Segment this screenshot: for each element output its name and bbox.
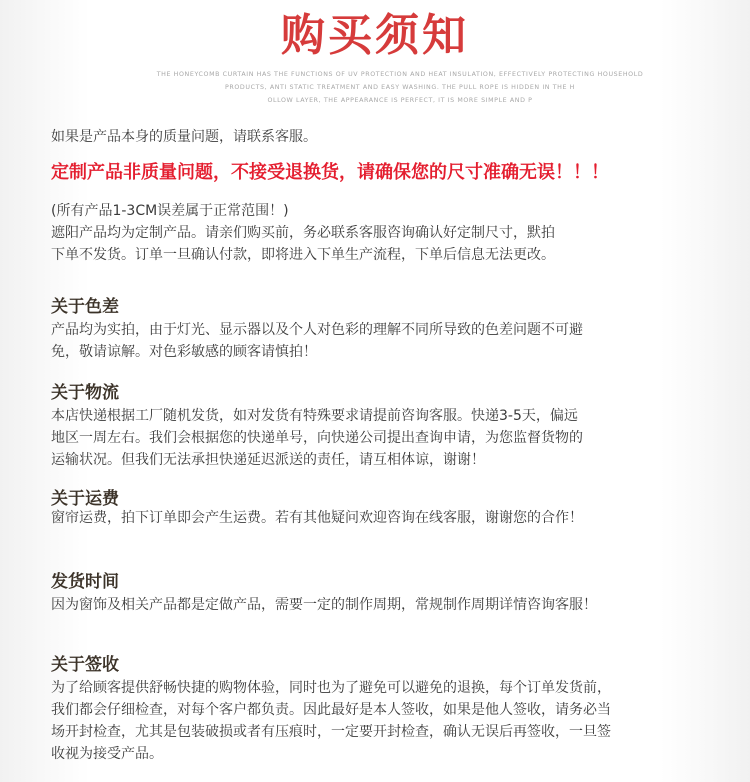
no-return-warning: 定制产品非质量问题，不接受退换货，请确保您的尺寸准确无误！！！ (51, 162, 609, 183)
background-fade-right (660, 0, 750, 782)
section-text: 我们都会仔细检查，对每个客户都负责。因此最好是本人签收，如果是他人签收，请务必当 (51, 702, 611, 718)
section-heading-receipt: 关于签收 (51, 655, 119, 675)
section-heading-shipping-fee: 关于运费 (51, 489, 119, 509)
tolerance-note: (所有产品1-3CM误差属于正常范围！) (51, 203, 289, 219)
custom-product-text: 下单不发货。订单一旦确认付款，即将进入下单生产流程，下单后信息无法更改。 (51, 247, 555, 263)
section-text: 因为窗饰及相关产品都是定做产品，需要一定的制作周期，常规制作周期详情咨询客服！ (51, 597, 597, 613)
section-text: 窗帘运费，拍下订单即会产生运费。若有其他疑问欢迎咨询在线客服，谢谢您的合作！ (51, 510, 583, 526)
section-text: 产品均为实拍，由于灯光、显示器以及个人对色彩的理解不同所导致的色差问题不可避 (51, 322, 583, 338)
custom-product-text: 遮阳产品均为定制产品。请亲们购买前，务必联系客服咨询确认好定制尺寸，默拍 (51, 225, 555, 241)
subtitle-line: OLLOW LAYER, THE APPEARANCE IS PERFECT, IT IS MORE SIMPLE AND P (267, 97, 533, 104)
quality-contact-text: 如果是产品本身的质量问题，请联系客服。 (51, 129, 317, 145)
section-text: 场开封检查，尤其是包装破损或者有压痕时，一定要开封检查，确认无误后再签收，一旦签 (51, 724, 611, 740)
section-text: 运输状况。但我们无法承担快递延迟派送的责任，请互相体谅，谢谢！ (51, 452, 485, 468)
section-text: 为了给顾客提供舒畅快捷的购物体验，同时也为了避免可以避免的退换，每个订单发货前， (51, 680, 611, 696)
section-heading-logistics: 关于物流 (51, 383, 119, 403)
section-text: 本店快递根据工厂随机发货，如对发货有特殊要求请提前咨询客服。快递3-5天，偏远 (51, 408, 578, 424)
page-subtitle (115, 68, 685, 107)
page-title: 购买须知 (281, 10, 469, 61)
section-text: 免，敬请谅解。对色彩敏感的顾客请慎拍！ (51, 344, 317, 360)
section-text: 地区一周左右。我们会根据您的快递单号，向快递公司提出查询申请，为您监督货物的 (51, 430, 583, 446)
subtitle-line: THE HONEYCOMB CURTAIN HAS THE FUNCTIONS OF UV PROTECTION AND HEAT INSULATION, EFFECTIVELY PROTECTING HOUSEHOLD (156, 71, 644, 78)
section-text: 收视为接受产品。 (51, 746, 163, 762)
section-heading-delivery-time: 发货时间 (51, 572, 119, 592)
subtitle-line: PRODUCTS, ANTI STATIC TREATMENT AND EASY WASHING. THE PULL ROPE IS HIDDEN IN THE H (224, 84, 576, 91)
section-heading-color: 关于色差 (51, 297, 119, 317)
